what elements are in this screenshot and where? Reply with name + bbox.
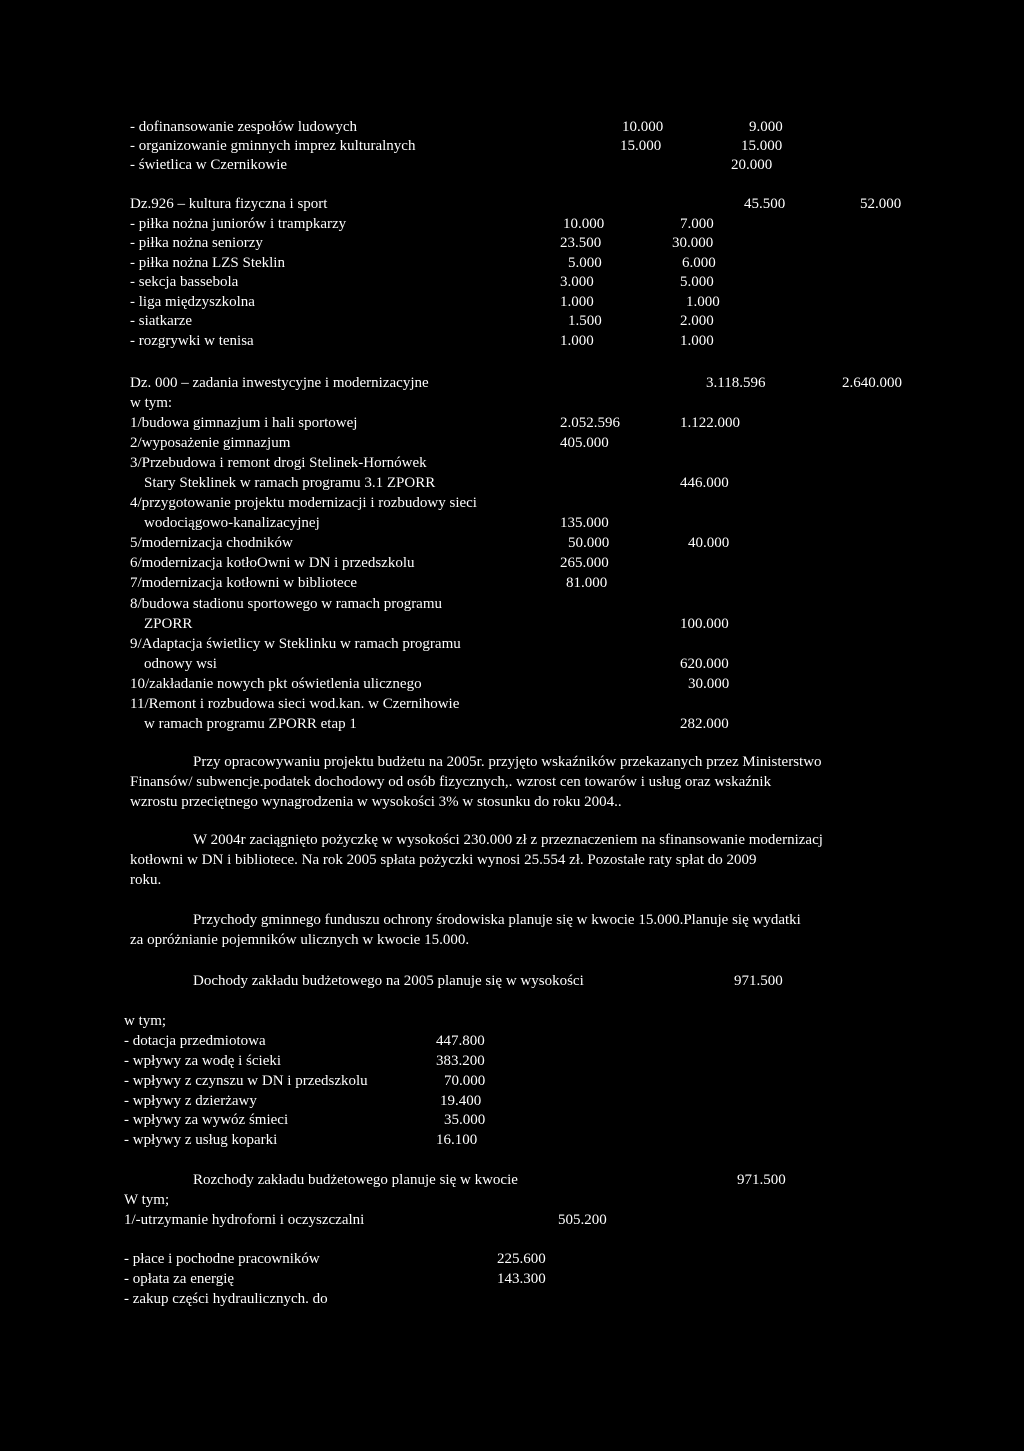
row-value-b: 282.000 [680,716,729,732]
income-heading: Dochody zakładu budżetowego na 2005 planuje się w wysokości [193,973,584,989]
income-item-value: 447.800 [436,1033,485,1049]
paragraph-line: roku. [130,872,162,888]
row-value-a: 15.000 [620,138,662,154]
row-value-a: 23.500 [560,235,602,251]
section-total-a: 45.500 [744,196,786,212]
row-value-b: 15.000 [741,138,783,154]
row-label: 5/modernizacja chodników [130,535,293,551]
row-value-a: 3.000 [560,274,594,290]
row-value-b: 5.000 [680,274,714,290]
row-label: 8/budowa stadionu sportowego w ramach programu [130,596,443,612]
row-value-b: 20.000 [731,157,773,173]
paragraph-line: Przychody gminnego funduszu ochrony środowiska planuje się w kwocie 15.000.Planuje się wydatki [193,912,801,928]
row-label: 2/wyposażenie gimnazjum [130,435,291,451]
section-total-a: 3.118.596 [706,375,766,391]
expenses-item-label: - płace i pochodne pracowników [124,1251,320,1267]
row-label-continuation: w ramach programu ZPORR etap 1 [144,716,357,732]
row-value-a: 1.000 [560,294,594,310]
row-value-b: 30.000 [672,235,714,251]
row-value-a: 10.000 [563,216,605,232]
row-label-continuation: Stary Steklinek w ramach programu 3.1 ZPORR [144,475,436,491]
row-label: 9/Adaptacja świetlicy w Steklinku w ramach programu [130,636,461,652]
row-label-continuation: odnowy wsi [144,656,217,672]
paragraph-line: W 2004r zaciągnięto pożyczkę w wysokości 230.000 zł z przeznaczeniem na sfinansowanie modernizacj [193,832,823,848]
row-label: - piłka nożna LZS Steklin [130,255,285,271]
row-value-a: 405.000 [560,435,609,451]
expenses-intro: W tym; [124,1192,170,1208]
expenses-heading: Rozchody zakładu budżetowego planuje się w kwocie [193,1172,518,1188]
income-item-label: - wpływy za wodę i ścieki [124,1053,282,1069]
expenses-sub-total: 505.200 [558,1212,607,1228]
row-value-a: 50.000 [568,535,610,551]
expenses-total: 971.500 [737,1172,786,1188]
row-value-b: 30.000 [688,676,730,692]
row-value-b: 6.000 [682,255,716,271]
row-value-a: 1.000 [560,333,594,349]
row-label: - piłka nożna seniorzy [130,235,263,251]
row-label-continuation: wodociągowo-kanalizacyjnej [144,515,320,531]
row-label: - siatkarze [130,313,193,329]
income-item-value: 70.000 [444,1073,486,1089]
row-value-a: 10.000 [622,119,664,135]
income-item-value: 16.100 [436,1132,478,1148]
expenses-item-label: - opłata za energię [124,1271,235,1287]
row-value-b: 100.000 [680,616,729,632]
income-total: 971.500 [734,973,783,989]
income-item-value: 383.200 [436,1053,485,1069]
row-label: 11/Remont i rozbudowa sieci wod.kan. w Czernihowie [130,696,460,712]
row-label: 4/przygotowanie projektu modernizacji i rozbudowy sieci [130,495,477,511]
row-value-b: 1.122.000 [680,415,740,431]
row-label: - dofinansowanie zespołów ludowych [130,119,358,135]
row-value-a: 265.000 [560,555,609,571]
row-value-b: 620.000 [680,656,729,672]
row-value-a: 5.000 [568,255,602,271]
row-label-continuation: ZPORR [144,616,193,632]
paragraph-line: Finansów/ subwencje.podatek dochodowy od osób fizycznych,. wzrost cen towarów i usług oraz wskaźnik [130,774,772,790]
expenses-item-value: 225.600 [497,1251,546,1267]
paragraph-line: kotłowni w DN i bibliotece. Na rok 2005 spłata pożyczki wynosi 25.554 zł. Pozostałe raty spłat do 2009 [130,852,757,868]
row-label: 10/zakładanie nowych pkt oświetlenia ulicznego [130,676,422,692]
row-label: 1/budowa gimnazjum i hali sportowej [130,415,358,431]
row-value-b: 446.000 [680,475,729,491]
row-value-b: 40.000 [688,535,730,551]
row-label: - liga międzyszkolna [130,294,255,310]
row-value-b: 2.000 [680,313,714,329]
expenses-sub-heading: 1/-utrzymanie hydroforni i oczyszczalni [124,1212,365,1228]
row-value-b: 1.000 [686,294,720,310]
row-value-a: 81.000 [566,575,608,591]
row-value-a: 135.000 [560,515,609,531]
row-value-b: 1.000 [680,333,714,349]
row-label: 6/modernizacja kotłoOwni w DN i przedszkolu [130,555,415,571]
income-item-label: - wpływy z dzierżawy [124,1093,257,1109]
expenses-item-value: 143.300 [497,1271,546,1287]
income-item-value: 35.000 [444,1112,486,1128]
row-label: - sekcja bassebola [130,274,239,290]
section-total-b: 2.640.000 [842,375,902,391]
section-title: Dz. 000 – zadania inwestycyjne i modernizacyjne [130,375,429,391]
row-value-b: 9.000 [749,119,783,135]
expenses-item-label: - zakup części hydraulicznych. do [124,1291,328,1307]
row-label: 7/modernizacja kotłowni w bibliotece [130,575,358,591]
paragraph-line: Przy opracowywaniu projektu budżetu na 2005r. przyjęto wskaźników przekazanych przez Ministerstwo [193,754,822,770]
section-total-b: 52.000 [860,196,902,212]
paragraph-line: wzrostu przeciętnego wynagrodzenia w wysokości 3% w stosunku do roku 2004.. [130,794,622,810]
income-intro: w tym; [124,1013,167,1029]
income-item-label: - dotacja przedmiotowa [124,1033,266,1049]
row-label: 3/Przebudowa i remont drogi Stelinek-Hornówek [130,455,427,471]
row-value-a: 2.052.596 [560,415,620,431]
paragraph-line: za opróżnianie pojemników ulicznych w kwocie 15.000. [130,932,470,948]
income-item-label: - wpływy z usług koparki [124,1132,278,1148]
income-item-label: - wpływy za wywóz śmieci [124,1112,289,1128]
section-intro: w tym: [130,395,173,411]
row-label: - rozgrywki w tenisa [130,333,254,349]
row-label: - świetlica w Czernikowie [130,157,288,173]
income-item-value: 19.400 [440,1093,482,1109]
income-item-label: - wpływy z czynszu w DN i przedszkolu [124,1073,368,1089]
row-label: - organizowanie gminnych imprez kulturalnych [130,138,416,154]
section-title: Dz.926 – kultura fizyczna i sport [130,196,328,212]
row-label: - piłka nożna juniorów i trampkarzy [130,216,347,232]
row-value-a: 1.500 [568,313,602,329]
row-value-b: 7.000 [680,216,714,232]
